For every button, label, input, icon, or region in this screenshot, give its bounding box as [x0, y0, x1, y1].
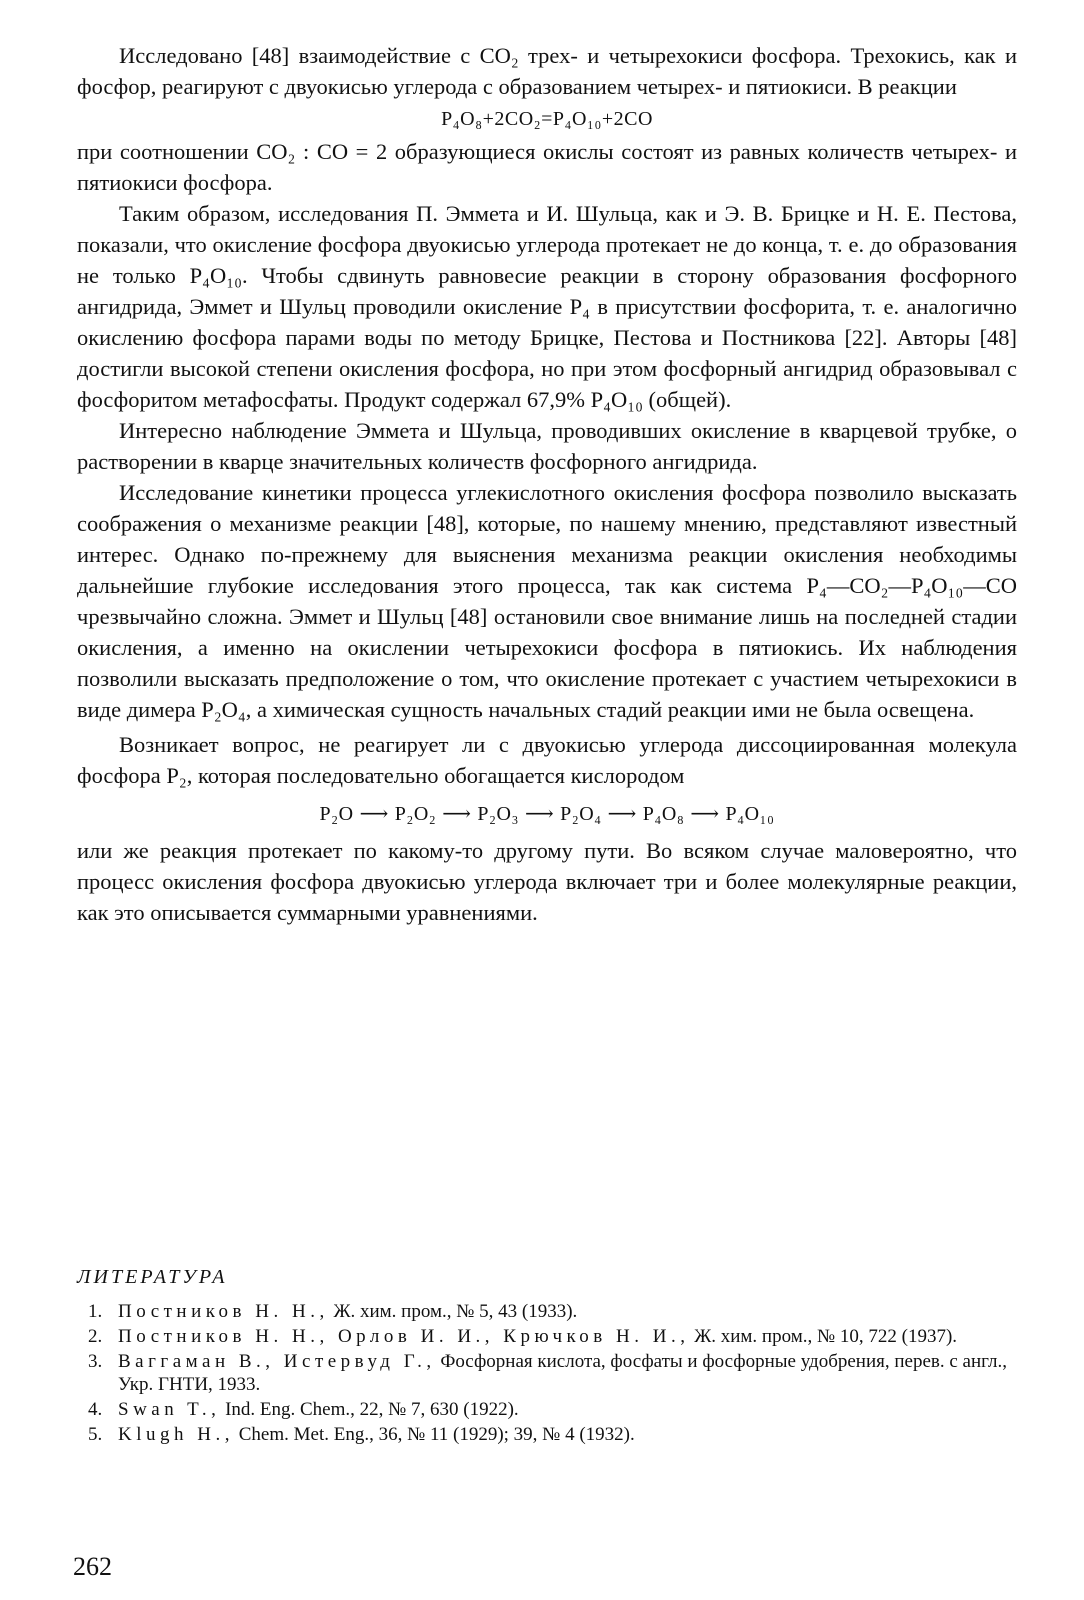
reference-text: Chem. Met. Eng., 36, № 11 (1929); 39, № 4 (1932). [233, 1424, 635, 1445]
reference-text: Ж. хим. пром., № 5, 43 (1933). [328, 1301, 578, 1322]
reference-item [88, 1300, 1018, 1323]
reference-item [88, 1325, 1018, 1348]
reference-text: Ind. Eng. Chem., 22, № 7, 630 (1922). [220, 1399, 519, 1420]
reference-author: Swan T., [118, 1399, 221, 1420]
paragraph-dissociated-molecule: Возникает вопрос, не реагирует ли с двуокисью углерода диссоциированная молекула фосфора P₂, которая последовательно обогащается кислородом [77, 732, 1017, 788]
paragraph-kinetics: Исследование кинетики процесса углекислотного окисления фосфора позволило высказать соображения о механизме реакции [48], которые, по нашему мнению, представляют известный интерес. Однако по-прежнему для выяснения механизма реакции окисления необходимы дальнейшие глубокие исследования этого процесса, так как система P₄—CO₂—P₄O₁₀—CO чрезвычайно сложна. Эммет и Шульц [48] остановили свое внимание лишь на последней стадии окисления, а именно на окислении четырехокиси фосфора в пятиокись. Их наблюдения позволили высказать предположение о том, что окисление протекает с участием четырехокиси в виде димера P₂O₄, а химическая сущность начальных стадий реакции ими не была освещена. [77, 480, 1017, 722]
arrow-icon: ⟶ [607, 803, 637, 825]
reference-number: 4. [88, 1399, 103, 1420]
reference-number: 5. [88, 1424, 103, 1445]
reference-text: Фосфорная кислота, фосфаты и фосфорные удобрения, перев. с англ., Укр. ГНТИ, 1933. [118, 1351, 1007, 1395]
chain-species: P₄O₁₀ [725, 803, 775, 825]
chain-species: P₂O₂ [394, 803, 437, 825]
equation-p4o8-co2: P₄O₈+2CO₂=P₄O₁₀+2CO [441, 108, 653, 130]
chain-species: P₂O₃ [477, 803, 519, 825]
reference-author: Постников Н. Н., Орлов И. И., Крючков Н. И., [118, 1326, 690, 1347]
chain-species: P₂O₄ [560, 803, 602, 825]
arrow-icon: ⟶ [442, 803, 472, 825]
literature-heading: ЛИТЕРАТУРА [77, 1266, 228, 1288]
arrow-icon: ⟶ [524, 803, 555, 825]
paragraph-co2-reaction: Исследовано [48] взаимодействие с CO₂ трех- и четырехокиси фосфора. Трехокись, как и фосфор, реагируют с двуокисью углерода с образованием четырех- и пятиокиси. В реакции [77, 43, 1017, 99]
paragraph-co2-ratio: при соотношении CO₂ : CO = 2 образующиеся окислы состоят из равных количеств четырех- и пятиокиси фосфора. [77, 139, 1017, 195]
reference-author: Klugh H., [118, 1424, 234, 1445]
reference-list [88, 1300, 1018, 1448]
arrow-icon: ⟶ [690, 803, 720, 825]
reference-author: Ваггаман В., Истервуд Г., [118, 1351, 436, 1372]
page-number: 262 [73, 1552, 112, 1581]
reference-text: Ж. хим. пром., № 10, 722 (1937). [689, 1326, 958, 1347]
reference-author: Постников Н. Н., [118, 1301, 329, 1322]
paragraph-quartz-tube: Интересно наблюдение Эммета и Шульца, проводивших окисление в кварцевой трубке, о растворении в кварце значительных количеств фосфорного ангидрида. [77, 418, 1017, 474]
reference-number: 1. [88, 1301, 103, 1322]
chain-species: P₂O [319, 803, 354, 825]
reference-item [88, 1398, 1018, 1421]
body-text [77, 40, 1017, 928]
oxidation-chain [77, 799, 1017, 829]
arrow-icon: ⟶ [359, 803, 389, 825]
reference-number: 3. [88, 1351, 103, 1372]
reference-item [88, 1423, 1018, 1446]
paragraph-emmet-schultz: Таким образом, исследования П. Эммета и И. Шульца, как и Э. В. Брицке и Н. Е. Пестова, показали, что окисление фосфора двуокисью углерода протекает не до конца, т. е. до образования не только P₄O₁₀. Чтобы сдвинуть равновесие реакции в сторону образования фосфорного ангидрида, Эммет и Шульц проводили окисление P₄ в присутствии фосфорита, т. е. аналогично окислению фосфора парами воды по методу Брицке, Пестова и Постникова [22]. Авторы [48] достигли высокой степени окисления фосфора, но при этом фосфорный ангидрид образовывал с фосфоритом метафосфаты. Продукт содержал 67,9% P₄O₁₀ (общей). [77, 201, 1017, 412]
reference-item [88, 1350, 1018, 1396]
chain-species: P₄O₈ [642, 803, 685, 825]
paragraph-conclusion: или же реакция протекает по какому-то другому пути. Во всяком случае маловероятно, что процесс окисления фосфора двуокисью углерода включает три и более молекулярные реакции, как это описывается суммарными уравнениями. [77, 838, 1017, 925]
reference-number: 2. [88, 1326, 103, 1347]
